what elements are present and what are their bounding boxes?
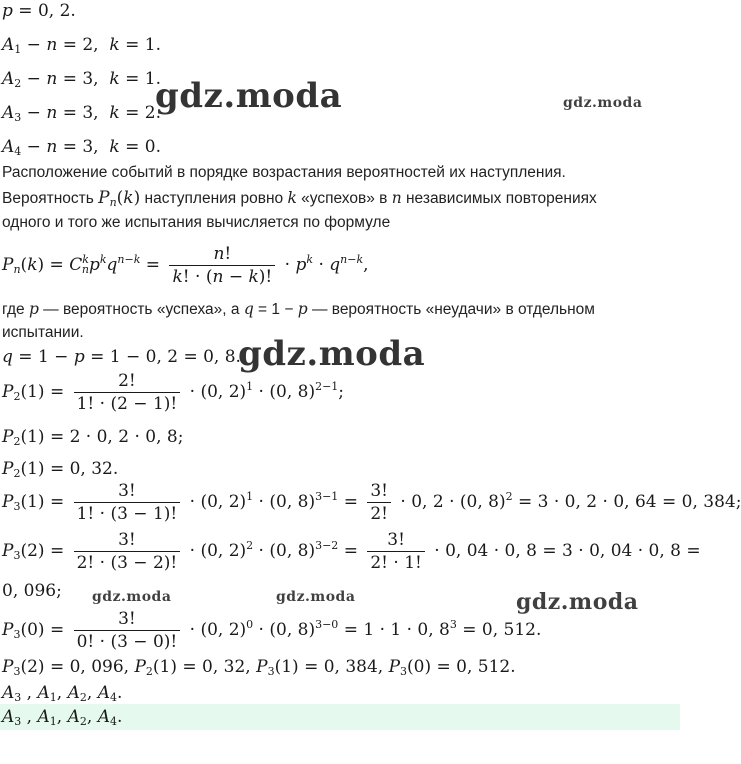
given-p: p = 0, 2. xyxy=(2,1,76,21)
where-text-2: испытании. xyxy=(2,324,84,341)
watermark: gdz.moda xyxy=(155,76,343,116)
event-a3: $A_3 - n = 3$, k = 2. xyxy=(2,103,161,124)
watermark: gdz.moda xyxy=(92,589,172,605)
watermark: gdz.moda xyxy=(276,589,356,605)
event-a1: $A_1 - n = 2$, k = 1. xyxy=(2,35,161,56)
watermark: gdz.moda xyxy=(516,589,639,615)
event-a2: $A_2 - n = 3$, k = 1. xyxy=(2,69,161,90)
summary-line: $P_3(2) = 0$, 096, $P_2(1) = 0$, 32, $P_3(1) = 0$, 384, $P_3(0) = 0$, 512. xyxy=(2,657,516,678)
q-value: q = 1 − p = 1 − 0, 2 = 0, 8. xyxy=(2,347,241,367)
p3-1-formula: $P_3(1)$ = $\frac{3!}{1! \cdot (3 - 1)!}$ · (0, 2)$^1$ · (0, 8)$^{3-1}$ = $\frac{3!}{2!}$ · 0, 2 · (0, 8)$^2$ = 3 · 0, 2 · 0, 64 = 0, 384; xyxy=(2,481,741,524)
where-text: где p — вероятность «успеха», а q = 1 − p — вероятность «неудачи» в отдельном xyxy=(2,300,595,318)
event-a4: $A_4 - n = 3$, k = 0. xyxy=(2,137,161,158)
p3-0-formula: $P_3(0)$ = $\frac{3!}{0! \cdot (3 - 0)!}$ · (0, 2)$^0$ · (0, 8)$^{3-0}$ = 1 · 1 · 0, $8^3 = 0$, 512. xyxy=(2,609,542,652)
order-text: Расположение событий в порядке возрастания вероятностей их наступления. xyxy=(2,164,566,181)
p3-2-result: 0, 096; xyxy=(2,581,62,601)
p2-1-formula: $P_2(1)$ = $\frac{2!}{1! \cdot (2 - 1)!}$ · (0, 2)$^1$ · (0, 8)$^{2-1}$; xyxy=(2,371,345,414)
probability-text: Вероятность $P_n(k)$ наступления ровно k «успехов» в n независимых повторениях xyxy=(2,188,597,209)
answer-box xyxy=(0,704,680,730)
watermark: gdz.moda xyxy=(238,334,426,374)
watermark: gdz.moda xyxy=(563,95,643,111)
p3-2-formula: $P_3(2)$ = $\frac{3!}{2! \cdot (3 - 2)!}$ · (0, 2)$^2$ · (0, 8)$^{3-2}$ = $\frac{3!}{2! \cdot 1!}$ · 0, 04 · 0, 8 = 3 · 0, 04 · 0, 8 = xyxy=(2,530,701,573)
p2-1-step: $P_2(1) = 2 \cdot 0$, 2 · 0, 8; xyxy=(2,427,184,448)
p2-1-result: $P_2(1) = 0$, 32. xyxy=(2,459,119,480)
failure-label: «неудачи» xyxy=(425,301,502,318)
success2-label: «успеха» xyxy=(156,301,223,318)
answer-line: $A_3$ , $A_1$, $A_2$, $A_4$. xyxy=(2,707,123,728)
order-line: $A_3$ , $A_1$, $A_2$, $A_4$. xyxy=(2,683,123,704)
success-label: «успехов» xyxy=(301,190,375,207)
probability-text-2: одного и того же испытания вычисляется по формуле xyxy=(2,214,391,231)
bernoulli-formula: $P_n(k) = C^k_np^kq^{n-k}$ = $\frac{n!}{k! \cdot (n - k)!}$ · $p^k \cdot q^{n-k}$, xyxy=(2,244,369,287)
